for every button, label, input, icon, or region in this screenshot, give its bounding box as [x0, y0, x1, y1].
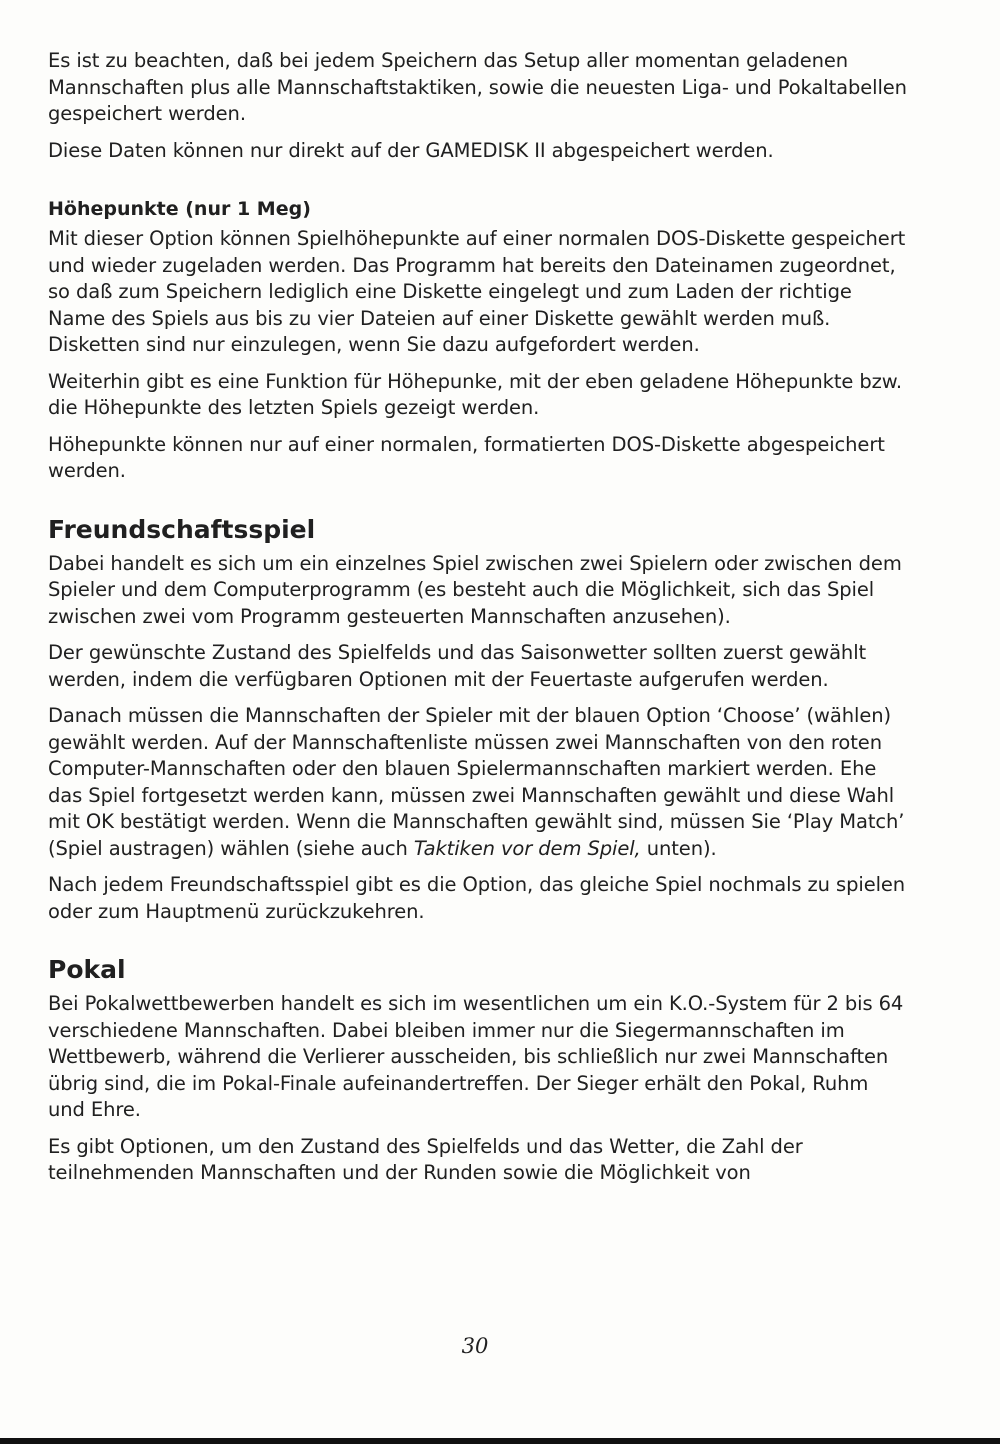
manual-page	[48, 48, 908, 1197]
friendly-paragraph-3	[48, 703, 908, 862]
page-number: 30	[461, 1334, 489, 1358]
friendly-paragraph-3-end: unten).	[640, 836, 717, 860]
highlights-paragraph-3: Höhepunkte können nur auf einer normalen, formatierten DOS-Diskette abgespeichert werden.	[48, 432, 885, 482]
scan-bottom-edge	[0, 1438, 1000, 1444]
highlights-paragraph-2: Weiterhin gibt es eine Funktion für Höhepunke, mit der eben geladene Höhepunkte bzw. die Höhepunkte des letzten Spiels gezeigt werden.	[48, 369, 902, 419]
intro-paragraph-2: Diese Daten können nur direkt auf der GAMEDISK II abgespeichert werden.	[48, 138, 774, 162]
friendly-paragraph-3-text: Danach müssen die Mannschaften der Spieler mit der blauen Option ‘Choose’ (wählen) gewählt werden. Auf der Mannschaftenliste müssen zwei Mannschaften von den roten Computer-Mannschaften oder den blauen Spielermannschaften markiert werden. Ehe das Spiel fortgesetzt werden kann, müssen zwei Mannschaften gewählt und diese Wahl mit OK bestätigt werden. Wenn die Mannschaften gewählt sind, müssen Sie ‘Play Match’ (Spiel austragen) wählen (siehe auch	[48, 704, 905, 860]
cup-heading: Pokal	[48, 955, 126, 984]
highlights-paragraph-1: Mit dieser Option können Spielhöhepunkte auf einer normalen DOS-Diskette gespeichert und wieder zugeladen werden. Das Programm hat bereits den Dateinamen zugeordnet, so daß zum Speichern lediglich eine Diskette eingelegt und zum Laden der richtige Name des Spiels aus bis zu vier Dateien auf einer Diskette gewählt werden muß. Disketten sind nur einzulegen, wenn Sie dazu aufgefordert werden.	[48, 227, 906, 356]
tactics-reference: Taktiken vor dem Spiel,	[413, 836, 641, 860]
cup-paragraph-2: Es gibt Optionen, um den Zustand des Spielfelds und das Wetter, die Zahl der teilnehmenden Mannschaften und der Runden sowie die Möglichkeit von	[48, 1134, 803, 1184]
friendly-paragraph-2: Der gewünschte Zustand des Spielfelds und das Saisonwetter sollten zuerst gewählt werden, indem die verfügbaren Optionen mit der Feuertaste aufgerufen werden.	[48, 641, 867, 691]
cup-paragraph-1: Bei Pokalwettbewerben handelt es sich im wesentlichen um ein K.O.-System für 2 bis 64 verschiedene Mannschaften. Dabei bleiben immer nur die Siegermannschaften im Wettbewerb, während die Verlierer ausscheiden, bis schließlich nur zwei Mannschaften übrig sind, die im Pokal-Finale aufeinandertreffen. Der Sieger erhält den Pokal, Ruhm und Ehre.	[48, 992, 904, 1121]
friendly-paragraph-1: Dabei handelt es sich um ein einzelnes Spiel zwischen zwei Spielern oder zwischen dem Spieler und dem Computerprogramm (es besteht auch die Möglichkeit, sich das Spiel zwischen zwei vom Programm gesteuerten Mannschaften anzusehen).	[48, 551, 902, 628]
friendly-heading: Freundschaftsspiel	[48, 514, 316, 544]
highlights-heading: Höhepunkte (nur 1 Meg)	[48, 198, 311, 220]
friendly-paragraph-4: Nach jedem Freundschaftsspiel gibt es die Option, das gleiche Spiel nochmals zu spielen oder zum Hauptmenü zurückzukehren.	[48, 873, 906, 923]
intro-paragraph-1: Es ist zu beachten, daß bei jedem Speichern das Setup aller momentan geladenen Mannschaften plus alle Mannschaftstaktiken, sowie die neuesten Liga- und Pokaltabellen gespeichert werden.	[48, 49, 907, 125]
